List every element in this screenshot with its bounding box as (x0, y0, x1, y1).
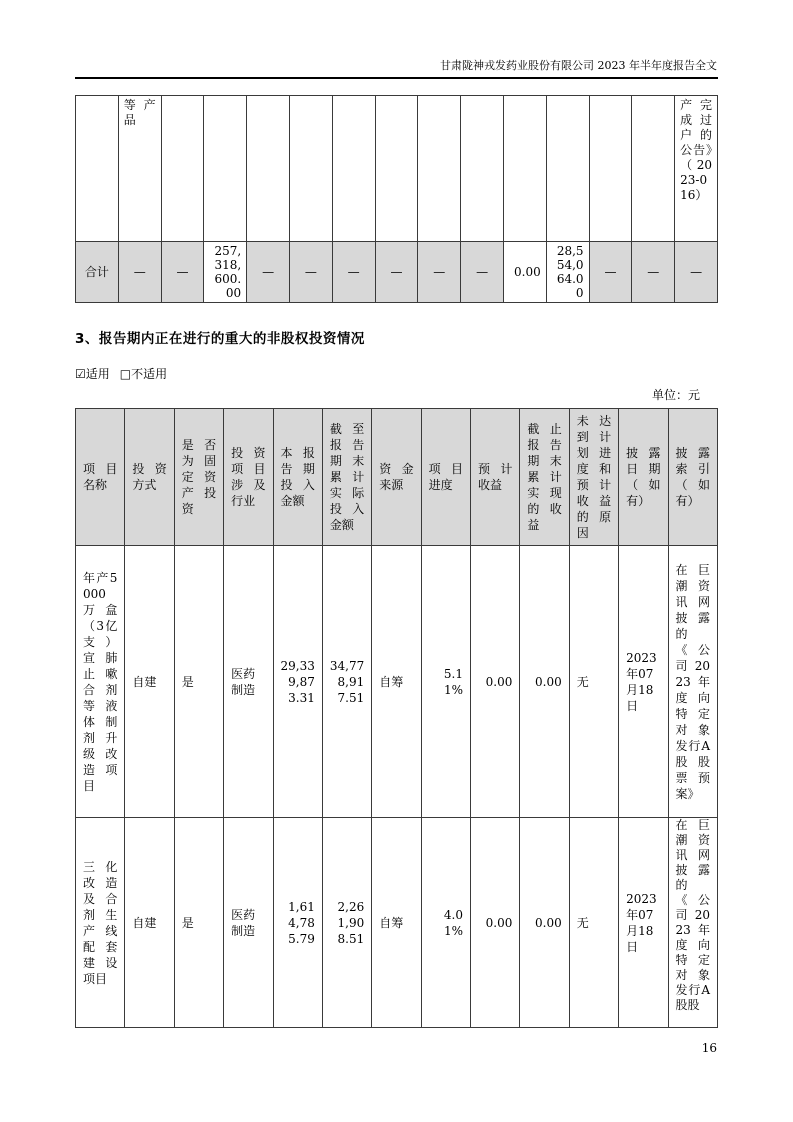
dash-cell: — (332, 242, 375, 303)
cell-period-investment: 1,614,785.79 (273, 818, 322, 1028)
col-header-realized-return: 截止报告期末累计实现的收益 (520, 409, 569, 546)
cell-fixed-asset: 是 (174, 546, 223, 818)
col-header-disclosure-index: 披露索引（如有） (668, 409, 718, 546)
investment-header-row (76, 409, 718, 546)
cell-cumulative-investment: 2,261,908.51 (322, 818, 371, 1028)
cell-expected-return: 0.00 (471, 818, 520, 1028)
cell-fixed-asset: 是 (174, 818, 223, 1028)
cell-reason: 无 (569, 546, 618, 818)
investment-table (75, 408, 718, 1028)
cell-industry: 医药制造 (224, 546, 273, 818)
cell-realized-return: 0.00 (520, 546, 569, 818)
table-cell (76, 96, 119, 242)
col-header-fund-source: 资金来源 (372, 409, 421, 546)
page-number: 16 (701, 1041, 717, 1055)
total-amount-cell: 28,554,064.00 (546, 242, 589, 303)
table-cell (589, 96, 632, 242)
unit-label: 单位：元 (651, 388, 700, 402)
cell-investment-method: 自建 (125, 546, 174, 818)
investment-row (76, 818, 718, 1028)
col-header-period-investment: 本报告期投入金额 (273, 409, 322, 546)
dash-cell: — (118, 242, 161, 303)
total-amount-cell: 0.00 (503, 242, 546, 303)
cell-expected-return: 0.00 (471, 546, 520, 818)
dash-cell: — (461, 242, 504, 303)
table-cell (204, 96, 247, 242)
cell-disclosure-index: 在巨潮资讯网披露的《公司2023年度向特定对象发行A股股票预案》 (668, 546, 718, 818)
table-cell (247, 96, 290, 242)
cell-industry: 医药制造 (224, 818, 273, 1028)
dash-cell: — (289, 242, 332, 303)
cell-fund-source: 自筹 (372, 818, 421, 1028)
cell-disclosure-date: 2023年07月18日 (619, 546, 668, 818)
cell-progress: 5.11% (421, 546, 470, 818)
table-cell (632, 96, 675, 242)
applicable-checkbox-label: ☑适用 (75, 367, 110, 381)
cell-announcement-continuation: 产完成过户的公告》（2023-016） (675, 96, 718, 242)
table-cell (161, 96, 204, 242)
cell-disclosure-date: 2023年07月18日 (619, 818, 668, 1028)
cell-investment-method: 自建 (125, 818, 174, 1028)
col-header-expected-return: 预计收益 (471, 409, 520, 546)
cell-realized-return: 0.00 (520, 818, 569, 1028)
cell-disclosure-index-truncated: 在巨潮资讯网披露的《公司2023年度向特定对象发行A股股 (668, 818, 718, 1028)
cell-reason: 无 (569, 818, 618, 1028)
table-cell (461, 96, 504, 242)
table-cell (418, 96, 461, 242)
total-row (76, 242, 718, 303)
header-divider (75, 77, 718, 79)
page-header-title: 甘肃陇神戎发药业股份有限公司 2023 年半年度报告全文 (440, 59, 717, 72)
not-applicable-checkbox-label: □不适用 (119, 367, 168, 381)
applicability-line (75, 365, 167, 382)
investment-row (76, 546, 718, 818)
table-cell (546, 96, 589, 242)
section-heading: 3、报告期内正在进行的重大的非股权投资情况 (75, 331, 365, 347)
total-label-cell: 合计 (76, 242, 119, 303)
col-header-reason: 未达到计划进度和预计收益的原因 (569, 409, 618, 546)
cell-progress: 4.01% (421, 818, 470, 1028)
cell-product-continuation: 等产品 (118, 96, 161, 242)
col-header-cumulative-investment: 截至报告期末累计实际投入金额 (322, 409, 371, 546)
carryover-row (76, 96, 718, 242)
col-header-project-name: 项目名称 (76, 409, 125, 546)
cell-project-name: 年产5000万盒（3亿支）宣肺止嗽合剂等液体制剂升级改造项目 (76, 546, 125, 818)
dash-cell: — (675, 242, 718, 303)
col-header-investment-method: 投资方式 (125, 409, 174, 546)
col-header-progress: 项目进度 (421, 409, 470, 546)
table-cell (503, 96, 546, 242)
cell-period-investment: 29,339,873.31 (273, 546, 322, 818)
dash-cell: — (589, 242, 632, 303)
dash-cell: — (161, 242, 204, 303)
total-amount-cell: 257,318,600.00 (204, 242, 247, 303)
cell-fund-source: 自筹 (372, 546, 421, 818)
col-header-industry: 投资项目涉及行业 (224, 409, 273, 546)
dash-cell: — (418, 242, 461, 303)
col-header-disclosure-date: 披露日期（如有） (619, 409, 668, 546)
carryover-table (75, 95, 718, 303)
cell-project-name: 三化改造及合剂生产线配套建设项目 (76, 818, 125, 1028)
dash-cell: — (375, 242, 418, 303)
dash-cell: — (632, 242, 675, 303)
table-cell (375, 96, 418, 242)
dash-cell: — (247, 242, 290, 303)
col-header-fixed-asset: 是否为固定资产投资 (174, 409, 223, 546)
table-cell (332, 96, 375, 242)
table-cell (289, 96, 332, 242)
cell-cumulative-investment: 34,778,917.51 (322, 546, 371, 818)
